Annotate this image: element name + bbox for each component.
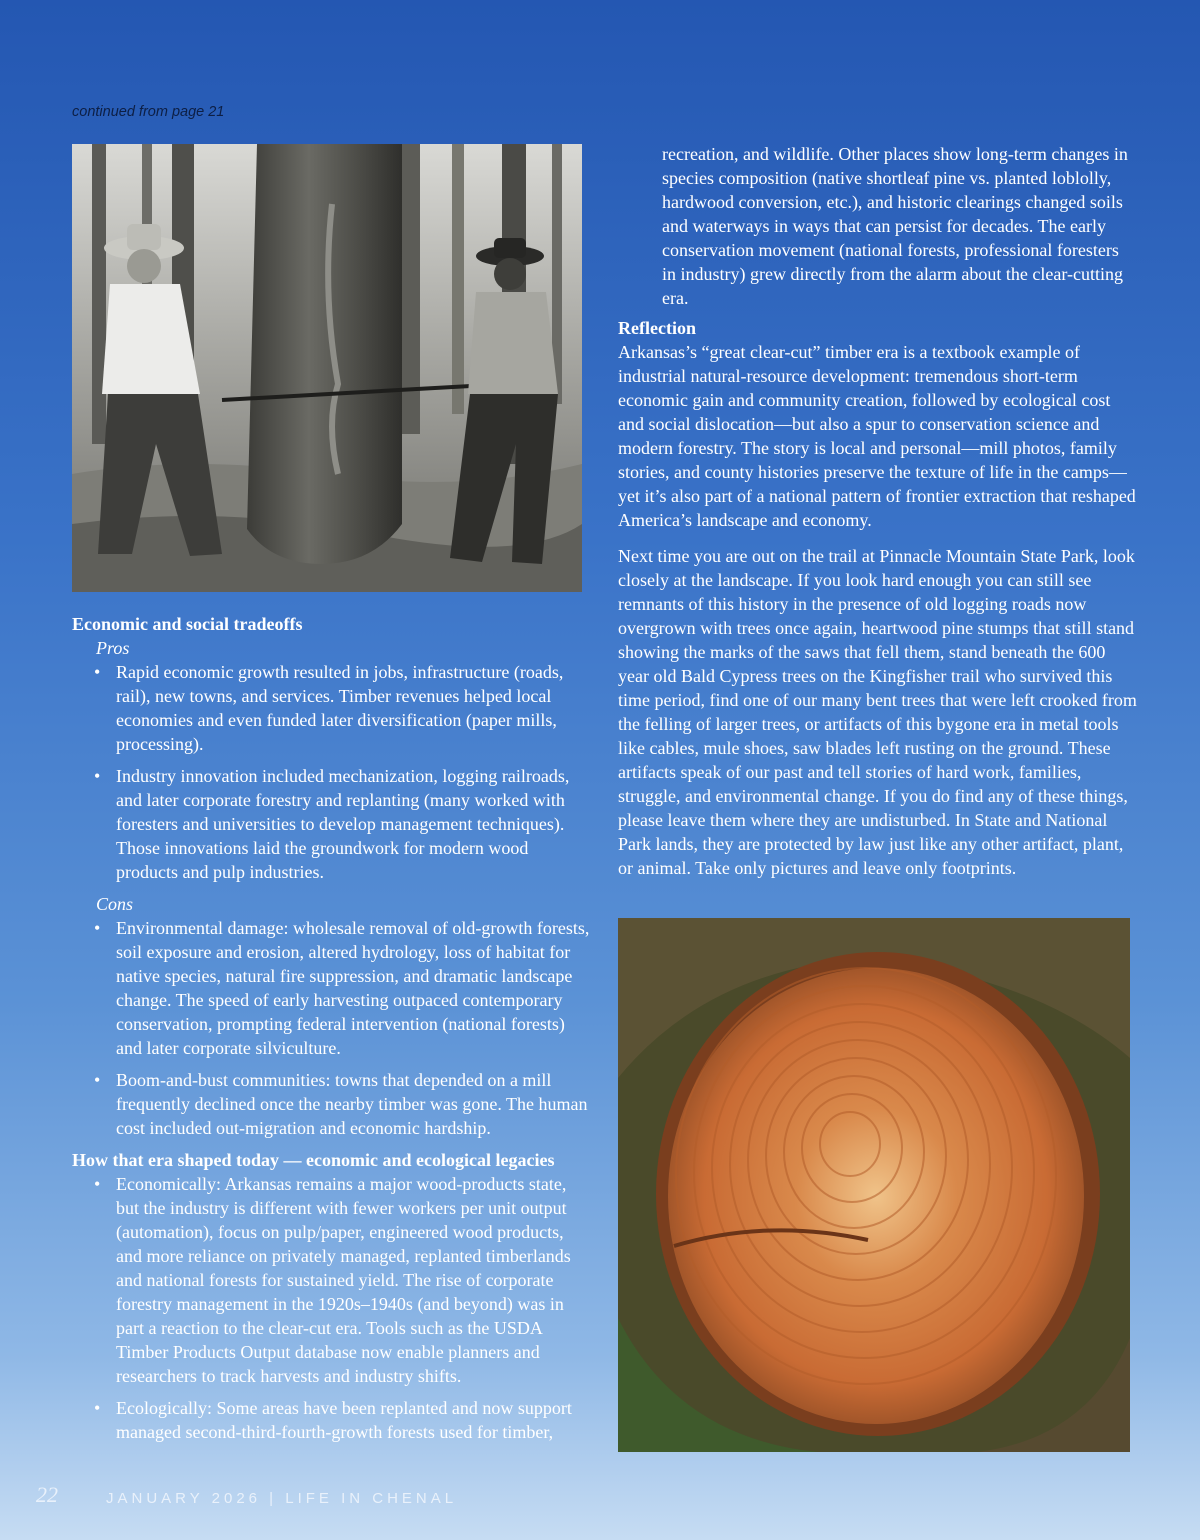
list-item: • Economically: Arkansas remains a major wood-products state, but the industry is different with fewer workers per unit output (automation), focus on pulp/paper, engineered wood products, and more reliance on privately managed, replanted timberlands and national forests for sustained yield. The rise of corporate forestry management in the 1920s–1940s (and beyond) was in part a reaction to the clear-cut era. Tools such as the USDA Timber Products Output database now enable planners and researchers to track harvests and industry shifts. [72,1172,592,1388]
pros-label: Pros [96,638,130,658]
stump-photo [618,918,1130,1452]
cons-list [72,916,592,1140]
pros-list [72,660,592,884]
list-item: • Environmental damage: wholesale removal of old-growth forests, soil exposure and erosion, altered hydrology, loss of habitat for native species, natural fire suppression, and dramatic landscape change. The speed of early harvesting outpaced contemporary conservation, prompting federal intervention (national forests) and later corporate silviculture. [72,916,592,1060]
reflection-paragraph-2: Next time you are out on the trail at Pinnacle Mountain State Park, look closely at the landscape. If you look hard enough you can still see remnants of this history in the presence of old logging roads now overgrown with trees once again, heartwood pine stumps that still stand showing the marks of the saws that fell them, stand beneath the 600 year old Bald Cypress trees on the Kingfisher trail who survived this time period, find one of our many bent trees that were left crooked from the felling of larger trees, or artifacts of this bygone era in metal tools like cables, mule shoes, saw blades left rusting on the ground. These artifacts speak of our past and tell stories of hard work, families, struggle, and environmental change. If you do find any of these things, please leave them where they are undisturbed. In State and National Park lands, they are protected by law just like any other artifact, plant, or animal. Take only pictures and leave only footprints. [618,546,1137,878]
page-number: 22 [36,1482,58,1507]
continued-paragraph: recreation, and wildlife. Other places show long-term changes in species composition (native shortleaf pine vs. planted loblolly, hardwood conversion, etc.), and historic clearings changed soils and waterways in ways that can persist for decades. The early conservation movement (national forests, professional foresters in industry) grew directly from the alarm about the clear-cutting era. [662,144,1128,308]
tradeoffs-section [72,612,592,1452]
list-item: • Industry innovation included mechanization, logging railroads, and later corporate forestry and replanting (many worked with foresters and universities to develop management techniques). Those innovations laid the groundwork for modern wood products and pulp industries. [72,764,592,884]
continued-text-block [662,142,1132,310]
list-item: • Ecologically: Some areas have been replanted and now support managed second-third-fourth-growth forests used for timber, [72,1396,592,1444]
legacies-heading: How that era shaped today — economic and ecological legacies [72,1150,555,1170]
saw-photo [72,144,582,592]
legacies-list [72,1172,592,1444]
list-item: • Rapid economic growth resulted in jobs, infrastructure (roads, rail), new towns, and services. Timber revenues helped local economies and even funded later diversification (paper mills, processing). [72,660,592,756]
tradeoffs-heading: Economic and social tradeoffs [72,614,303,634]
reflection-section [618,316,1138,880]
stump-photo-graphic [618,918,1130,1452]
list-item: • Boom-and-bust communities: towns that depended on a mill frequently declined once the nearby timber was gone. The human cost included out-migration and economic hardship. [72,1068,592,1140]
continued-from-note: continued from page 21 [72,104,225,120]
reflection-heading: Reflection [618,318,696,338]
cons-label: Cons [96,894,134,914]
reflection-paragraph-1: Arkansas’s “great clear-cut” timber era is a textbook example of industrial natural-resource development: tremendous short-term economic gain and community creation, followed by ecological cost and social dislocation—but also a spur to conservation science and modern forestry. The story is local and personal—mill photos, family stories, and county histories preserve the texture of life in the camps—yet it’s also part of a national pattern of frontier extraction that reshaped America’s landscape and economy. [618,342,1136,530]
issue-label: JANUARY 2026 | LIFE IN CHENAL [106,1490,458,1507]
saw-photo-graphic [72,144,582,592]
